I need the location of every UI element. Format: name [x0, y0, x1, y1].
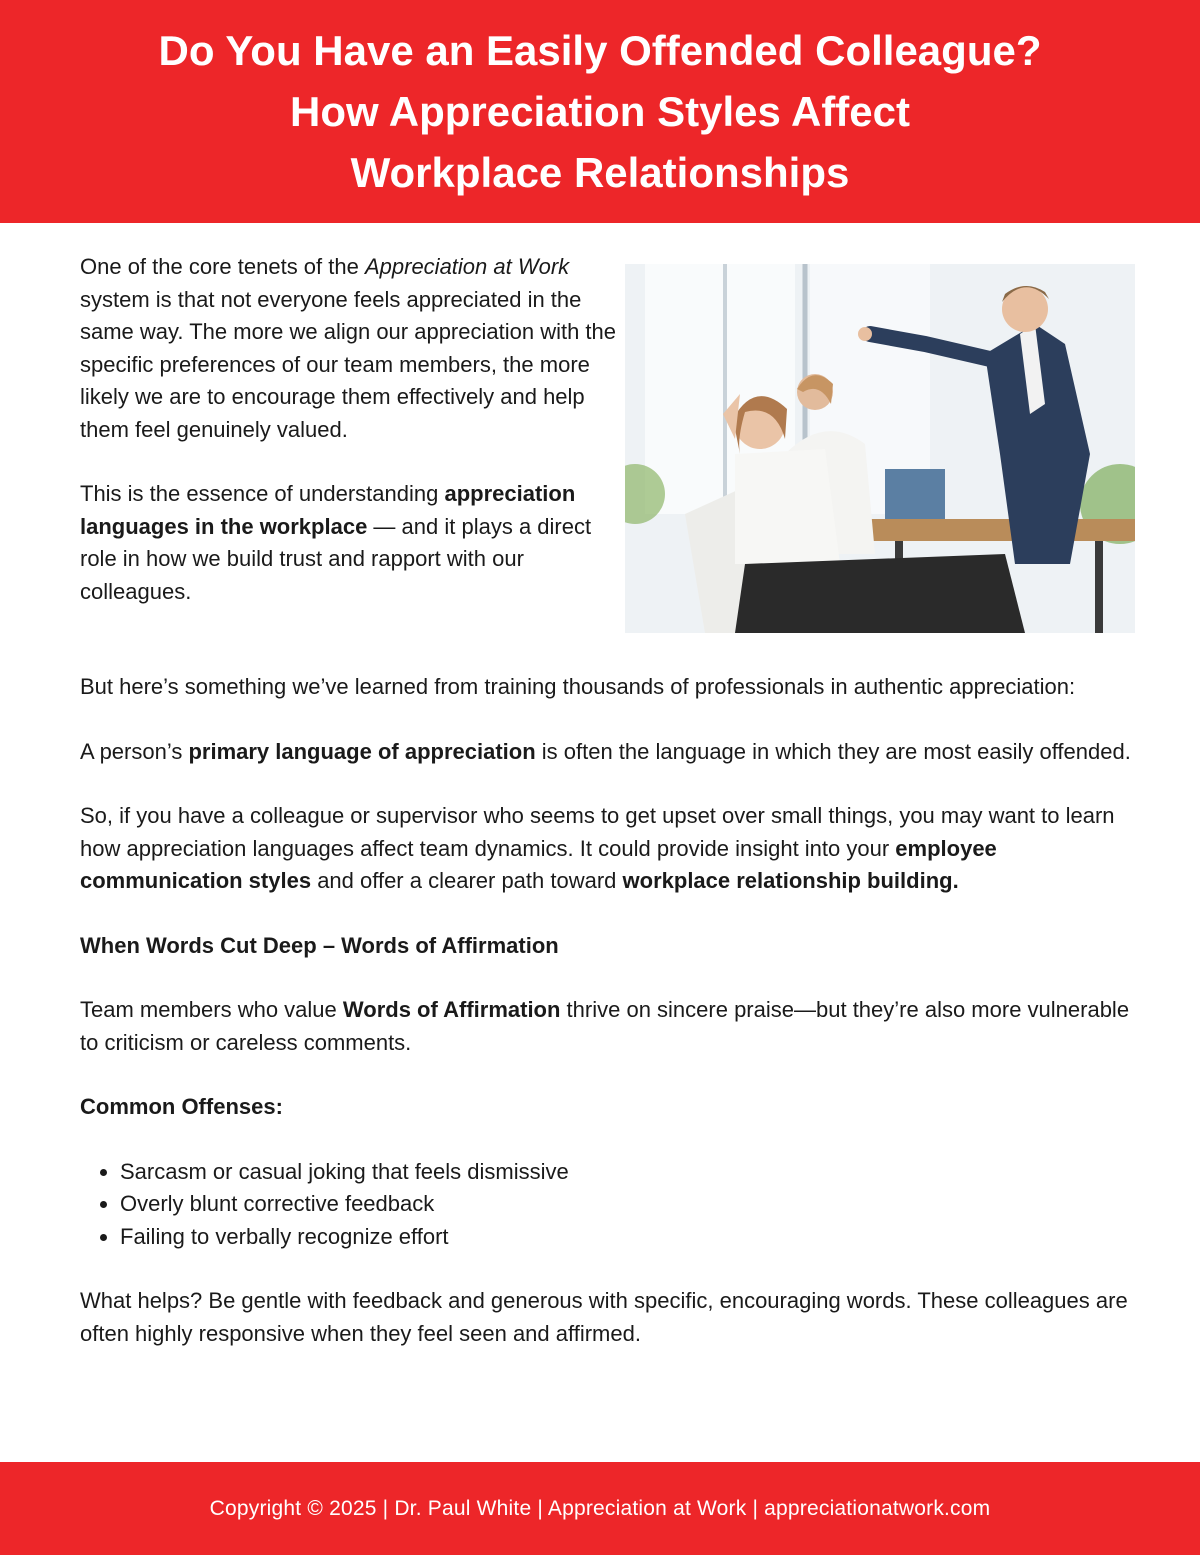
office-meeting-photo	[625, 264, 1135, 633]
text-run: and offer a clearer path toward	[311, 868, 623, 893]
page-footer	[0, 1462, 1200, 1555]
paragraph-primary-language	[80, 736, 1138, 769]
text-run: One of the core tenets of the	[80, 254, 365, 279]
list-item: • Sarcasm or casual joking that feels dismissive	[120, 1156, 1138, 1189]
bold-text: workplace relationship building.	[622, 868, 959, 893]
text-run: Team members who value	[80, 997, 343, 1022]
title-line-3: Workplace Relationships	[350, 149, 850, 196]
intro-section	[80, 251, 1138, 651]
copyright-text: Copyright © 2025 | Dr. Paul White | Appreciation at Work | appreciationatwork.com	[209, 1496, 991, 1520]
article-body	[80, 251, 1138, 1382]
offenses-list	[80, 1156, 1138, 1254]
intro-paragraph-2	[80, 478, 620, 608]
intro-paragraph-1	[80, 251, 620, 446]
text-run: — and it plays a direct role in how we build trust and rapport with our colleagues.	[80, 513, 592, 604]
title-line-2: How Appreciation Styles Affect	[290, 88, 910, 135]
bold-text: employee communication styles	[80, 835, 997, 893]
paragraph-colleague	[80, 800, 1138, 898]
section-heading: When Words Cut Deep – Words of Affirmation	[80, 932, 559, 958]
list-item: • Overly blunt corrective feedback	[120, 1188, 1138, 1221]
text-run: So, if you have a colleague or supervisor who seems to get upset over small things, you may want to learn how appreciation languages affect team dynamics. It could provide insight into your	[80, 803, 1115, 861]
bold-text: appreciation languages in the workplace	[80, 481, 576, 539]
text-run: A person’s	[80, 738, 189, 764]
page-title	[50, 20, 1150, 203]
emphasis-text: Appreciation at Work	[364, 254, 570, 279]
photo-illustration	[625, 264, 1135, 633]
offenses-heading: Common Offenses:	[80, 1094, 283, 1119]
text-run: is often the language in which they are most easily offended.	[535, 738, 1131, 764]
paragraph-affirmation	[80, 994, 1138, 1059]
text-run: This is the essence of understanding	[80, 481, 445, 506]
text-run: thrive on sincere praise—but they’re also more vulnerable to criticism or careless comments.	[80, 997, 1130, 1055]
intro-text	[80, 251, 620, 640]
bold-text: Words of Affirmation	[342, 997, 561, 1022]
list-item: • Failing to verbally recognize effort	[120, 1221, 1138, 1254]
bold-text: primary language of appreciation	[188, 738, 536, 764]
title-line-1: Do You Have an Easily Offended Colleague?	[158, 27, 1042, 74]
paragraph-training: But here’s something we’ve learned from training thousands of professionals in authentic appreciation:	[80, 674, 1076, 699]
text-run: system is that not everyone feels appreciated in the same way. The more we align our appreciation with the specific preferences of our team members, the more likely we are to encourage them effectively and help them feel genuinely valued.	[80, 286, 617, 442]
page-header	[0, 0, 1200, 223]
paragraph-what-helps: What helps? Be gentle with feedback and generous with specific, encouraging words. These colleagues are often highly responsive when they feel seen and affirmed.	[80, 1288, 1128, 1346]
